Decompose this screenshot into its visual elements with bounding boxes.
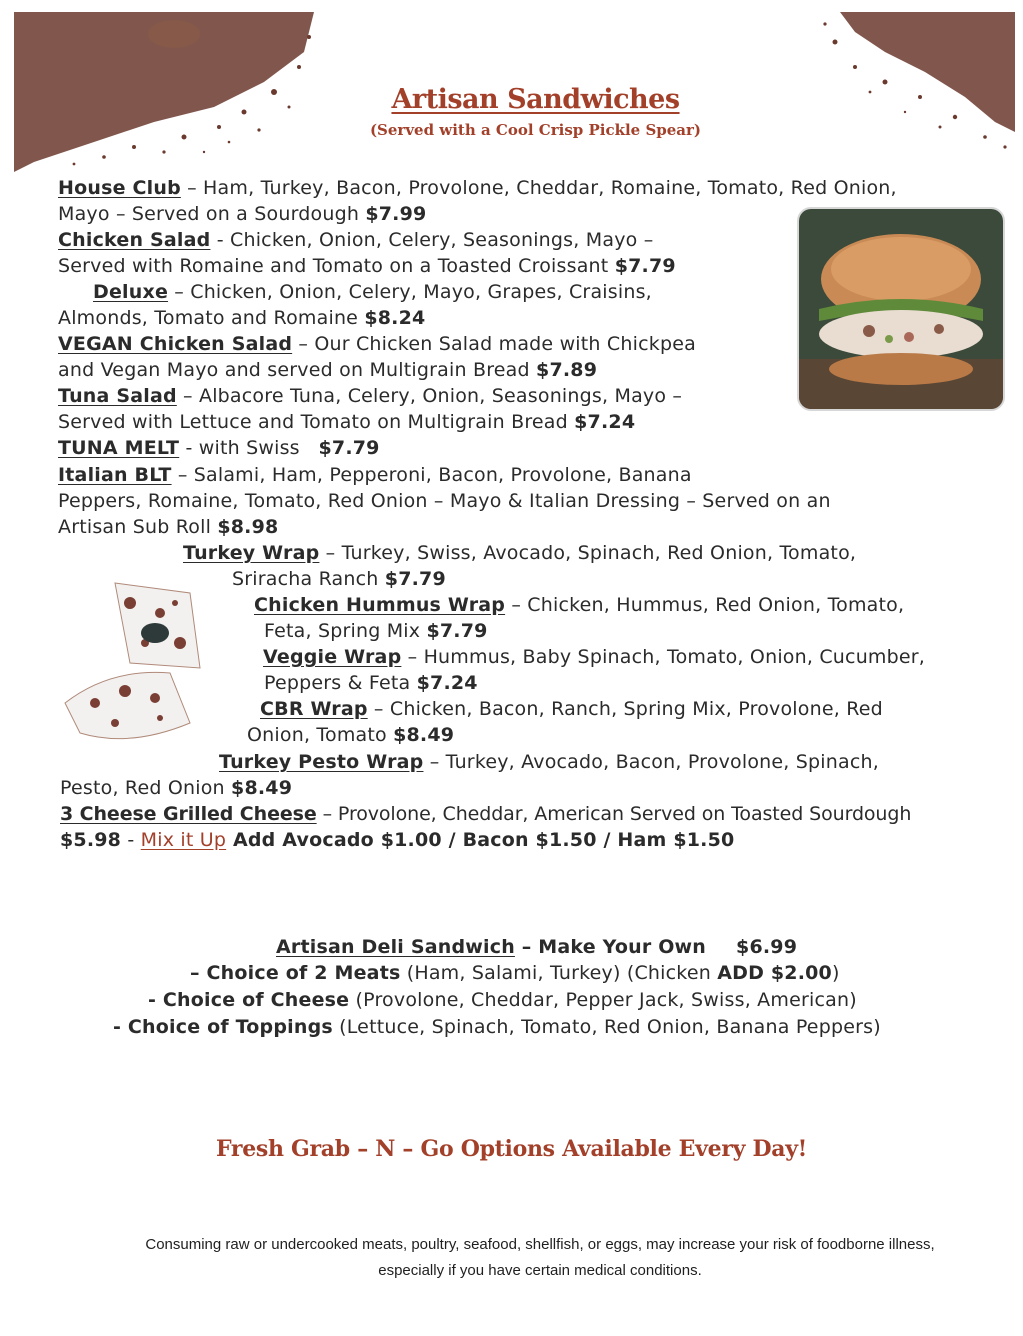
item-name: Tuna Salad (58, 385, 177, 407)
menu-item-chicken-salad (58, 227, 653, 253)
item-name: TUNA MELT (58, 437, 180, 459)
menu-item-grilled-cheese (60, 801, 911, 827)
item-price: $7.89 (536, 359, 598, 381)
item-name: House Club (58, 177, 181, 199)
menu-item-deluxe (93, 279, 652, 305)
item-desc: – Our Chicken Salad made with Chickpea (292, 333, 696, 355)
deli-price: $6.99 (736, 936, 798, 958)
item-desc: – Turkey, Avocado, Bacon, Provolone, Spinach, (423, 751, 879, 773)
item-desc: Sriracha Ranch (232, 568, 385, 590)
deli-title-line (276, 934, 797, 960)
menu-item-italian-blt-cont-2 (58, 514, 278, 540)
deli-meats-line (190, 960, 840, 986)
item-name: VEGAN Chicken Salad (58, 333, 293, 355)
item-desc: – Ham, Turkey, Bacon, Provolone, Cheddar, Romaine, Tomato, Red Onion, (180, 177, 897, 199)
menu-item-turkey-wrap-cont (232, 566, 446, 592)
item-name: Chicken Hummus Wrap (254, 594, 506, 616)
item-desc: Served with Lettuce and Tomato on Multigrain Bread (58, 411, 575, 433)
deli-cheese-desc: (Provolone, Cheddar, Pepper Jack, Swiss, American) (349, 989, 857, 1011)
page-subtitle: (Served with a Cool Crisp Pickle Spear) (369, 121, 702, 139)
item-desc: Mayo – Served on a Sourdough (58, 203, 366, 225)
menu-item-veggie-wrap (263, 644, 925, 670)
menu-item-house-club (58, 175, 897, 201)
menu-item-tuna-salad-cont (58, 409, 635, 435)
item-desc: Almonds, Tomato and Romaine (58, 307, 365, 329)
item-name: Chicken Salad (58, 229, 211, 251)
menu-item-italian-blt-cont (58, 488, 831, 514)
menu-item-house-club-cont (58, 201, 426, 227)
item-desc: – Albacore Tuna, Celery, Onion, Seasonings, Mayo – (176, 385, 683, 407)
deli-meats-add: ADD $2.00 (717, 962, 832, 984)
wrap-photo (60, 573, 240, 753)
menu-item-tuna-salad (58, 383, 682, 409)
item-desc: Peppers, Romaine, Tomato, Red Onion – Mayo & Italian Dressing – Served on an (58, 490, 831, 512)
deli-meats-close: ) (831, 962, 840, 984)
item-desc: – Salami, Ham, Pepperoni, Bacon, Provolone, Banana (171, 464, 692, 486)
page-title: Artisan Sandwiches (391, 84, 680, 115)
item-desc: Served with Romaine and Tomato on a Toasted Croissant (58, 255, 615, 277)
item-price: $8.49 (231, 777, 293, 799)
deli-cheese-label: - Choice of Cheese (148, 989, 350, 1011)
deli-toppings-line (113, 1014, 881, 1040)
menu-item-chicken-hummus-wrap-cont (264, 618, 488, 644)
item-name: 3 Cheese Grilled Cheese (60, 803, 317, 825)
item-price: $7.79 (426, 620, 488, 642)
item-name: CBR Wrap (260, 698, 368, 720)
mix-it-up-label: Mix it Up (140, 829, 227, 851)
menu-item-vegan-chicken-salad-cont (58, 357, 597, 383)
item-price: $8.49 (393, 724, 455, 746)
menu-item-chicken-salad-cont (58, 253, 676, 279)
deli-name: Artisan Deli Sandwich (276, 936, 515, 958)
deli-toppings-label: - Choice of Toppings (113, 1016, 333, 1038)
item-name: Turkey Wrap (183, 542, 320, 564)
item-price: $7.79 (318, 437, 380, 459)
item-desc: Feta, Spring Mix (264, 620, 427, 642)
wrap-photo-icon (60, 573, 240, 753)
menu-item-veggie-wrap-cont (264, 670, 478, 696)
menu-header (0, 84, 1023, 139)
food-safety-disclaimer (60, 1232, 1020, 1284)
deli-make-own: – Make Your Own (514, 936, 707, 958)
deli-cheese-line (148, 987, 857, 1013)
item-name: Deluxe (93, 281, 169, 303)
item-desc: – Chicken, Hummus, Red Onion, Tomato, (505, 594, 905, 616)
menu-item-italian-blt (58, 462, 692, 488)
item-desc: and Vegan Mayo and served on Multigrain Bread (58, 359, 537, 381)
item-desc: – Hummus, Baby Spinach, Tomato, Onion, Cucumber, (401, 646, 926, 668)
menu-item-turkey-pesto-wrap-cont (60, 775, 292, 801)
item-name: Turkey Pesto Wrap (219, 751, 424, 773)
menu-item-deluxe-cont (58, 305, 425, 331)
item-desc: Peppers & Feta (264, 672, 417, 694)
item-desc: – Chicken, Onion, Celery, Mayo, Grapes, Craisins, (168, 281, 652, 303)
item-desc: – Provolone, Cheddar, American Served on Toasted Sourdough (316, 803, 912, 825)
item-desc: - Chicken, Onion, Celery, Seasonings, Mayo – (210, 229, 654, 251)
item-desc: Onion, Tomato (247, 724, 394, 746)
item-desc: – Turkey, Swiss, Avocado, Spinach, Red Onion, Tomato, (319, 542, 857, 564)
disclaimer-line-2: especially if you have certain medical conditions. (378, 1262, 702, 1279)
item-name: Italian BLT (58, 464, 172, 486)
menu-item-grilled-cheese-cont (60, 827, 734, 853)
menu-item-chicken-hummus-wrap (254, 592, 904, 618)
item-price: $7.79 (384, 568, 446, 590)
item-desc: Pesto, Red Onion (60, 777, 232, 799)
separator: - (121, 829, 141, 851)
menu-item-turkey-pesto-wrap (219, 749, 879, 775)
item-price: $5.98 (60, 829, 122, 851)
menu-item-turkey-wrap (183, 540, 856, 566)
item-price: $8.98 (217, 516, 279, 538)
menu-item-cbr-wrap-cont (247, 722, 454, 748)
disclaimer-line-1: Consuming raw or undercooked meats, poultry, seafood, shellfish, or eggs, may increase your risk of foodborne illness, (145, 1236, 935, 1253)
item-desc: - with Swiss (179, 437, 319, 459)
sandwich-photo (797, 207, 1005, 411)
item-price: $7.79 (614, 255, 676, 277)
addons-text: Add Avocado $1.00 / Bacon $1.50 / Ham $1.50 (226, 829, 735, 851)
menu-item-cbr-wrap (260, 696, 883, 722)
item-price: $7.24 (416, 672, 478, 694)
item-price: $7.99 (365, 203, 427, 225)
item-price: $7.24 (574, 411, 636, 433)
deli-toppings-desc: (Lettuce, Spinach, Tomato, Red Onion, Banana Peppers) (332, 1016, 881, 1038)
item-name: Veggie Wrap (263, 646, 402, 668)
deli-meats-label: – Choice of 2 Meats (190, 962, 401, 984)
item-desc: – Chicken, Bacon, Ranch, Spring Mix, Provolone, Red (367, 698, 883, 720)
item-desc: Artisan Sub Roll (58, 516, 218, 538)
item-price: $8.24 (364, 307, 426, 329)
grab-n-go-banner: Fresh Grab – N – Go Options Available Every Day! (215, 1136, 808, 1162)
deli-meats-desc: (Ham, Salami, Turkey) (Chicken (400, 962, 718, 984)
menu-item-tuna-melt (58, 435, 380, 461)
sandwich-photo-icon (799, 209, 1003, 409)
menu-item-vegan-chicken-salad (58, 331, 696, 357)
